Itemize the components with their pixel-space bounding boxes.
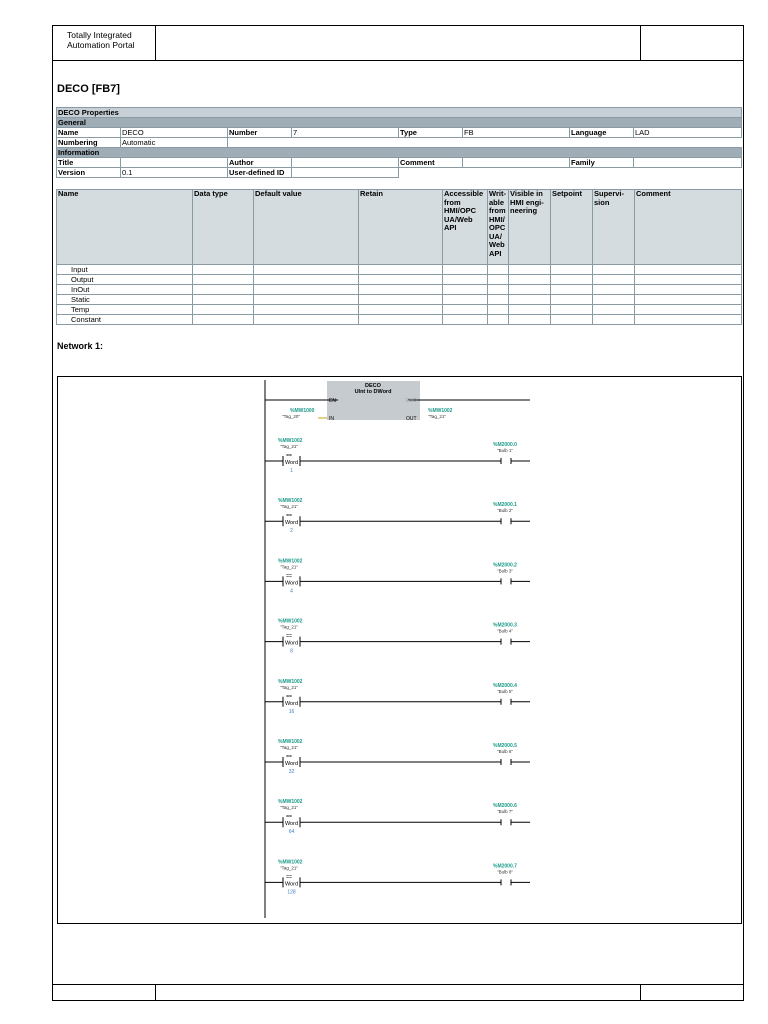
en-pin: EN: [329, 398, 336, 404]
section-temp: Temp: [57, 305, 193, 315]
coil-tag: "Bulb 3": [497, 568, 513, 574]
compare-operator: ==: [286, 814, 292, 821]
language-value: LAD: [634, 128, 742, 138]
col-setpoint: Setpoint: [551, 190, 593, 265]
section-input: Input: [57, 265, 193, 275]
coil-address: %M2000.5: [493, 743, 517, 749]
out-pin: OUT: [406, 416, 417, 422]
col-retain: Retain: [359, 190, 443, 265]
family-label: Family: [570, 158, 634, 168]
compare-type: Word: [284, 881, 299, 888]
coil-address: %M2000.3: [493, 622, 517, 629]
compare-operator: ==: [286, 453, 292, 459]
section-output: Output: [57, 275, 193, 285]
coil-tag: "Bulb 7": [497, 809, 513, 815]
number-value: 7: [292, 128, 399, 138]
coil-tag: "Bulb 4": [497, 628, 513, 634]
compare-address: %MW1002: [278, 438, 303, 444]
compare-value: 64: [288, 829, 295, 836]
title-label: Title: [57, 158, 121, 168]
compare-type: Word: [284, 821, 299, 828]
out-address: %MW1002: [428, 408, 453, 414]
coil-tag: "Bulb 5": [497, 688, 513, 694]
section-static: Static: [57, 295, 193, 305]
coil-address: %M2000.6: [493, 803, 517, 810]
col-comment: Comment: [635, 190, 742, 265]
col-name: Name: [57, 190, 193, 265]
compare-tag: "Tag_21": [280, 865, 298, 871]
portal-line-1: Totally Integrated: [67, 30, 132, 40]
compare-address: %MW1002: [278, 859, 303, 866]
portal-line-2: Automation Portal: [67, 40, 135, 50]
section-inout: InOut: [57, 285, 193, 295]
version-label: Version: [57, 168, 121, 178]
compare-operator: ==: [286, 513, 292, 520]
out-tag: "Tag_21": [428, 414, 446, 419]
name-value: DECO: [121, 128, 228, 138]
numbering-value: Automatic: [121, 138, 228, 148]
compare-type: Word: [284, 460, 299, 466]
network-title: Network 1:: [57, 341, 104, 351]
coil-address: %M2000.1: [493, 502, 517, 509]
numbering-label: Numbering: [57, 138, 121, 148]
in-pin: IN: [329, 416, 334, 422]
compare-value: 1: [290, 468, 293, 474]
compare-value: 16: [288, 708, 295, 715]
deco-block-name: DECO: [365, 383, 381, 389]
coil-address: %M2000.4: [493, 682, 517, 689]
compare-tag: "Tag_21": [280, 564, 298, 570]
col-supervision: Supervi-sion: [593, 190, 635, 265]
deco-block-subtitle: UInt to DWord: [354, 389, 392, 395]
type-label: Type: [399, 128, 463, 138]
deco-block-mid: [338, 397, 408, 403]
compare-tag: "Tag_21": [280, 805, 298, 811]
compare-type: Word: [284, 761, 299, 767]
col-default-value: Default value: [254, 190, 359, 265]
coil-address: %M2000.2: [493, 562, 517, 569]
properties-section: DECO Properties: [57, 108, 742, 118]
section-constant: Constant: [57, 315, 193, 325]
col-accessible: Accessible from HMI/OPC UA/Web API: [443, 190, 488, 265]
compare-address: %MW1002: [278, 678, 303, 685]
compare-type: Word: [284, 580, 299, 587]
compare-operator: ==: [286, 573, 292, 580]
coil-address: %M2000.0: [493, 442, 517, 448]
general-section: General: [57, 118, 742, 128]
language-label: Language: [570, 128, 634, 138]
coil-tag: "Bulb 6": [497, 749, 513, 754]
compare-address: %MW1002: [278, 498, 303, 505]
eno-pin: ENO: [406, 398, 417, 404]
information-section: Information: [57, 148, 742, 158]
coil-address: %M2000.7: [493, 863, 517, 870]
compare-address: %MW1002: [278, 618, 303, 625]
name-label: Name: [57, 128, 121, 138]
compare-operator: ==: [286, 754, 292, 760]
type-value: FB: [463, 128, 570, 138]
compare-value: 128: [287, 889, 296, 896]
in-tag: "Tag_20": [282, 414, 300, 419]
compare-address: %MW1002: [278, 739, 303, 745]
compare-value: 32: [288, 769, 295, 775]
compare-tag: "Tag_21": [280, 745, 298, 750]
compare-tag: "Tag_21": [280, 624, 298, 630]
coil-tag: "Bulb 8": [497, 869, 513, 875]
compare-value: 2: [290, 528, 293, 535]
compare-type: Word: [284, 640, 299, 647]
block-title: DECO [FB7]: [57, 83, 120, 95]
compare-value: 8: [290, 648, 293, 655]
col-visible: Visible in HMI engi-neering: [509, 190, 551, 265]
comment-label: Comment: [399, 158, 463, 168]
compare-tag: "Tag_21": [280, 444, 298, 449]
userid-label: User-defined ID: [228, 168, 292, 178]
number-label: Number: [228, 128, 292, 138]
coil-tag: "Bulb 1": [497, 448, 513, 453]
col-writable: Writ-able from HMI/ OPC UA/ Web API: [488, 190, 509, 265]
compare-type: Word: [284, 700, 299, 707]
version-value: 0.1: [121, 168, 228, 178]
compare-tag: "Tag_21": [280, 684, 298, 690]
author-label: Author: [228, 158, 292, 168]
compare-type: Word: [284, 520, 299, 527]
in-address: %MW1000: [290, 408, 315, 414]
compare-tag: "Tag_21": [280, 504, 298, 510]
compare-address: %MW1002: [278, 558, 303, 565]
compare-operator: ==: [286, 693, 292, 700]
compare-address: %MW1002: [278, 799, 303, 806]
col-data-type: Data type: [193, 190, 254, 265]
coil-tag: "Bulb 2": [497, 508, 513, 514]
compare-operator: ==: [286, 633, 292, 640]
compare-operator: ==: [286, 874, 292, 881]
compare-value: 4: [290, 588, 293, 595]
